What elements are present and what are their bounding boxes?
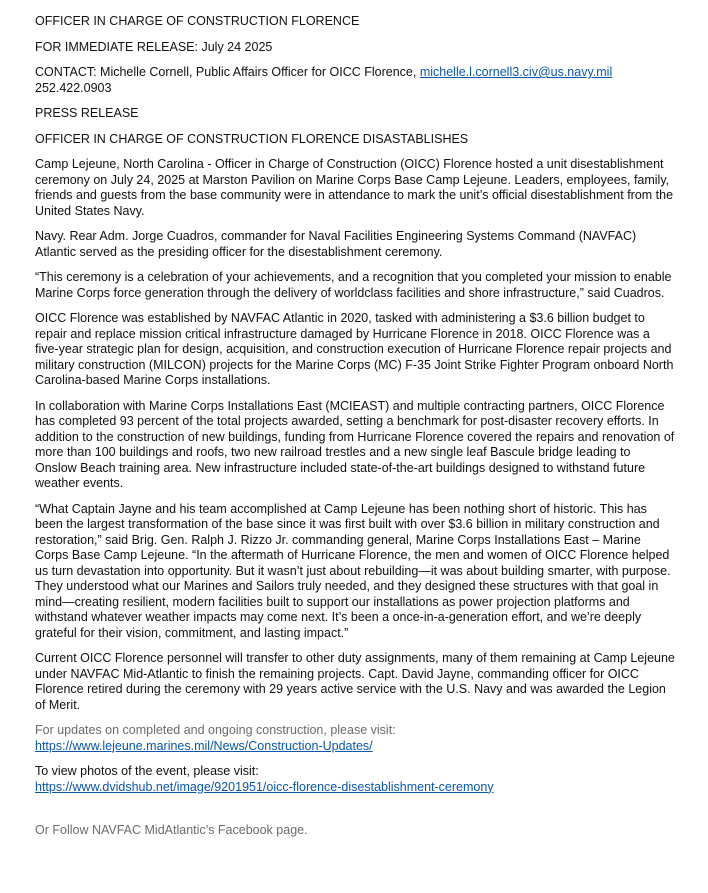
contact-prefix: CONTACT: Michelle Cornell, Public Affairs Officer for OICC Florence, — [35, 65, 420, 79]
contact-email-link[interactable]: michelle.l.cornell3.civ@us.navy.mil — [419, 65, 613, 79]
press-release-label: PRESS RELEASE — [35, 106, 139, 120]
paragraph-4: OICC Florence was established by NAVFAC Atlantic in 2020, tasked with administering a $3.6 billion budget to repair and replace mission critical infrastructure damaged by Hurricane Florence in 2018. OICC Florence was a five-year strategic plan for design, acquisition, and construction execution of Hurricane Florence repair projects and military construction (MILCON) projects for the Marine Corps (MC) F-35 Joint Strike Fighter Program onboard North Carolina-based Marine Corps installations. — [35, 311, 674, 387]
updates-block — [35, 723, 675, 754]
paragraph-2: Navy. Rear Adm. Jorge Cuadros, commander for Naval Facilities Engineering Systems Command (NAVFAC) Atlantic served as the presiding officer for the disestablishment ceremony. — [35, 229, 637, 259]
photos-block — [35, 764, 675, 795]
photos-label: To view photos of the event, please visit: — [35, 764, 259, 778]
updates-label: For updates on completed and ongoing construction, please visit: — [35, 723, 396, 737]
updates-link[interactable]: https://www.lejeune.marines.mil/News/Construction-Updates/ — [35, 738, 373, 753]
paragraph-1: Camp Lejeune, North Carolina - Officer in Charge of Construction (OICC) Florence hosted a unit disestablishment ceremony on July 24, 2025 at Marston Pavilion on Marine Corps Base Camp Lejeune. Leaders, employees, family, friends and guests from the base community were in attendance to mark the unit’s official disestablishment from the United States Navy. — [35, 157, 674, 218]
headline: OFFICER IN CHARGE OF CONSTRUCTION FLORENCE DISASTABLISHES — [35, 131, 469, 146]
spacer — [35, 805, 675, 823]
contact-line — [35, 65, 675, 96]
org-title: OFFICER IN CHARGE OF CONSTRUCTION FLORENCE — [35, 14, 360, 28]
facebook-follow: Or Follow NAVFAC MidAtlantic’s Facebook page. — [35, 823, 308, 837]
photos-link[interactable]: https://www.dvidshub.net/image/9201951/oicc-florence-disestablishment-ceremony — [35, 779, 494, 794]
paragraph-6: “What Captain Jayne and his team accomplished at Camp Lejeune has been nothing short of historic. This has been the largest transformation of the base since it was first built with over $3.6 billion in military construction and restoration,” said Brig. Gen. Ralph J. Rizzo Jr. commanding general, Marine Corps Installations East – Marine Corps Base Camp Lejeune. “In the aftermath of Hurricane Florence, the men and women of OICC Florence helped us turn devastation into opportunity. But it wasn’t just about rebuilding—it was about building smarter, with purpose. They understood what our Marines and Sailors truly needed, and they designed these structures with that goal in mind—creating resilient, modern facilities built to support our installations as power projection platforms and withstand whatever weather impacts may come next. It’s been a once-in-a-generation effort, and we’re deeply grateful for their vision, commitment, and lasting impact.” — [35, 501, 671, 640]
paragraph-5: In collaboration with Marine Corps Installations East (MCIEAST) and multiple contracting partners, OICC Florence has completed 93 percent of the total projects awarded, setting a benchmark for post-disaster recovery efforts. In addition to the construction of new buildings, funding from Hurricane Florence covered the repairs and renovation of more than 100 buildings and roofs, two new railroad trestles and a new single leaf Bascule bridge leading to Onslow Beach training area. New infrastructure included state-of-the-art buildings designed to withstand future weather events. — [35, 398, 675, 490]
release-date: FOR IMMEDIATE RELEASE: July 24 2025 — [35, 39, 273, 54]
paragraph-3: “This ceremony is a celebration of your achievements, and a recognition that you completed your mission to enable Marine Corps force generation through the delivery of worldclass facilities and shore infrastructure,” said Cuadros. — [35, 270, 672, 300]
paragraph-7: Current OICC Florence personnel will transfer to other duty assignments, many of them remaining at Camp Lejeune under NAVFAC Mid-Atlantic to finish the remaining projects. Capt. David Jayne, commanding officer for OICC Florence retired during the ceremony with 29 years active service with the U.S. Navy and was awarded the Legion of Merit. — [35, 651, 675, 712]
contact-phone: 252.422.0903 — [35, 80, 112, 95]
press-release-document — [35, 14, 675, 849]
